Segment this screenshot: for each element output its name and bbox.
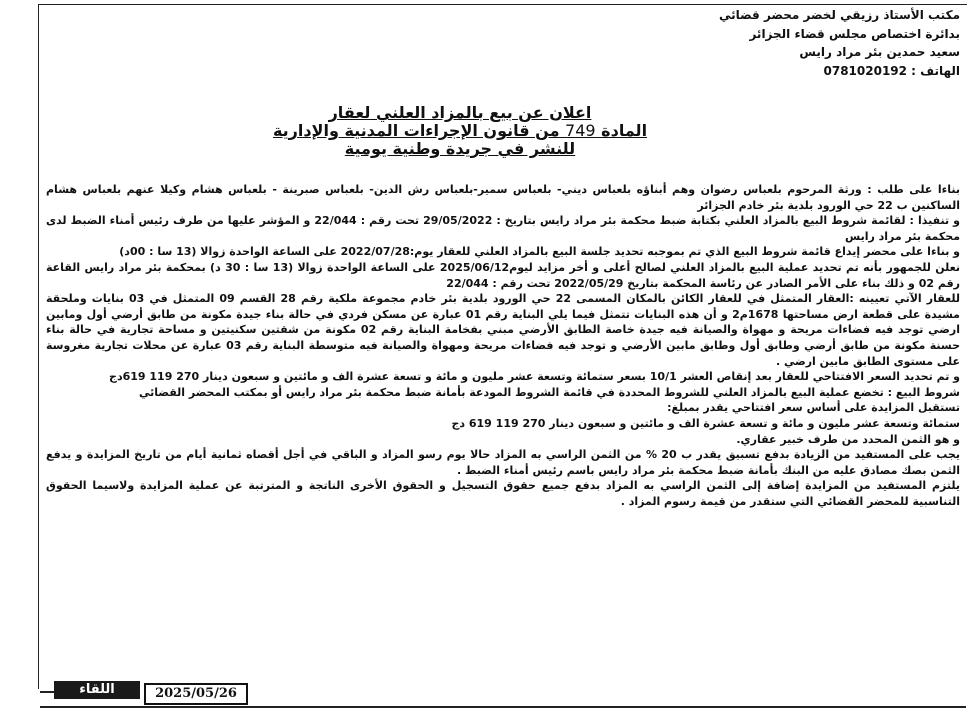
notice-title — [150, 104, 770, 158]
office-phone: الهاتف : 0781020192 — [823, 63, 960, 78]
title-line-1: اعلان عن بيع بالمزاد العلني لعقار — [328, 103, 592, 122]
paragraph-request: بناءا على طلب : ورثة المرحوم بلعباس رضوان وهم أبناؤه بلعباس ديني- بلعباس سمير-بلعباس رش الدين- بلعباس صبرينة - بلعباس هشام وكيلا عنهم بلعباس هشام الساكنين ب 22 حي الورود بلدية بئر خادم الجزائر — [46, 183, 960, 212]
paragraph-amount: ستمائة وتسعة عشر مليون و مائة و تسعة عشرة الف و مائتين و سبعون دينار 270 119 619 دج — [451, 416, 960, 430]
paragraph-sale-conditions: شروط البيع : تخضع عملية البيع بالمزاد العلني للشروط المحددة في قائمة الشروط المودعة بأمانة ضبط محكمة بئر مراد رايس أو بمكتب المحضر القضائي — [138, 385, 960, 399]
footer-rule-left — [40, 691, 54, 693]
title-line-3: للنشر في جريدة وطنية يومية — [344, 139, 576, 158]
paragraph-property: للعقار الآتي تعيينه :العقار المتمثل في للعقار الكائن بالمكان المسمى 22 حي الورود بلدية بئر خادم مجموعة ملكية رقم 28 القسم 09 المتمثل في 03 بنايات وملحقة مشيدة على قطعة ارض مساحتها 1678م2 و أن هذه البنايات تتمثل فيما يلي البناية رقم 01 عبارة عن مسكن فردي في حالة بناء جيدة مكونة من طابق أرضي أول ومابين ارضي توجد فيه فضاءات مريحة و مهواة والصيانة فيه جيدة خاصة الطابق الأرضي مبني بفخامة البناية رقم 02 مكونة من شقتين سكنيتين و مساحة تجارية في حالة بناء حسنة مكونة من طابق أرضي وطابق أول وطابق مابين الأرضي و توجد فيه فضاءات مريحة ومهواة والصيانة فيه متوسطة البناية رقم 03 عبارة عن محلات تجارية مغروسة على مستوى الطابق مابين ارضي . — [46, 292, 960, 368]
newspaper-name: اللقاء — [54, 681, 140, 699]
jurisdiction: بدائرة اختصاص مجلس قضاء الجزائر — [749, 26, 960, 41]
paragraph-expert: و هو الثمن المحدد من طرف خبير عقاري. — [736, 432, 960, 446]
paragraph-announcement: نعلن للجمهور بأنه تم تحديد عملية البيع بالمزاد العلني لصالح أعلى و أخر مزايد ليوم2025/06/12 على الساعة الواحدة زوالا (13 سا : 30 د) بمحكمة بئر مراد رايس القاعة رقم 02 و ذلك بناء على الأمر الصادر عن رئاسة المحكمة بتاريخ 2022/05/29 تحت رقم : 22/044 — [46, 260, 960, 290]
paragraph-opening-price: و تم تحديد السعر الافتتاحي للعقار بعد إنقاص العشر 10/1 بسعر ستمائة وتسعة عشر مليون و مائة و تسعة عشرة الف و مائتين و سبعون دينار 270 119 619دج — [109, 370, 960, 384]
paragraph-bidding-basis: تستقبل المزايدة على أساس سعر افتتاحي يقدر بمبلغ: — [667, 401, 960, 415]
footer-rule — [40, 706, 966, 708]
paragraph-execution: و تنفيذا : لقائمة شروط البيع بالمزاد العلني بكتابة ضبط محكمة بئر مراد رايس بتاريخ : 29/05/2022 تحت رقم : 22/044 و المؤشر عليها من طرف رئيس أمناء الضبط لدى محكمة بئر مراد رايس — [46, 214, 960, 243]
office-name: مكتب الأستاذ رزيقي لخضر محضر قضائي — [718, 8, 960, 22]
paragraph-fees: يلتزم المستفيد من المزايدة إضافة إلى الثمن الراسي به المزاد بدفع جميع حقوق التسجيل و الحقوق الأخرى الناتجة و المترتبة عن عملية المزايدة ولاسيما الحقوق التناسبية للمحضر القضائي التي ستقدر من قيمة رسوم المزاد . — [46, 479, 960, 508]
title-line-2: المادة 749 من قانون الإجراءات المدنية والإدارية — [272, 121, 648, 140]
bailiff-header — [400, 6, 960, 80]
paragraph-payment: يجب على المستفيد من الزيادة بدفع تسبيق يقدر ب 20 % من الثمن الراسي به المزاد حالا يوم رسو المزاد و الباقي في أجل أقصاه ثمانية أيام من تاريخ المزايدة و يدفع الثمن بصك مصادق عليه من البنك بأمانة ضبط محكمة بئر مراد رايس باسم رئيس أمناء الضبط . — [46, 448, 960, 477]
paragraph-deposit: و بناءا على محضر إيداع قائمة شروط البيع الذي تم بموجبه تحديد جلسة البيع بالمزاد العلني للعقار يوم:2022/07/28 على الساعة الواحدة زوالا (13 سا : 00د) — [119, 245, 960, 259]
publication-date: 2025/05/26 — [144, 683, 248, 705]
office-address: سعيد حمدين بئر مراد رايس — [799, 45, 960, 59]
notice-body — [46, 182, 960, 509]
